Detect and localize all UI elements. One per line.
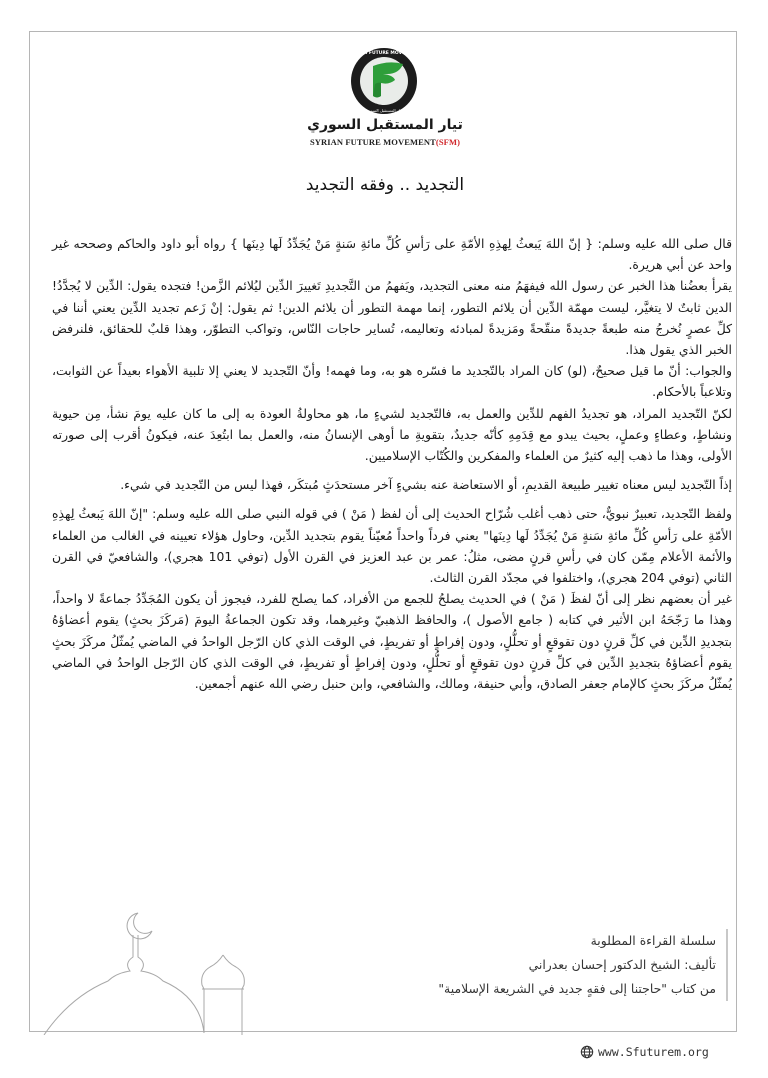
paragraph-prophetic-term: ولفظ التّجديد، تعبيرٌ نبويٌّ، حتى ذهب أغلب شُرّاح الحديث إلى أن لفظ ( مَنْ ) في قوله النبي صلى الله عليه وسلم: "إنّ اللهَ يَبعثُ لِهذِهِ الأمّةِ على رَأسِ كُلِّ مائةِ سَنةٍ مَنْ يُجَدِّدُ لَها دِينَها" يعني فرداً واحداً مُعيّناً يقوم بتجديد الدِّين، وحاول هؤلاء تعيينه في الغالب من العلماء والأئمة الأعلام مِمّن كان في رأسِ قرنٍ مضى، مثلُ: عمر بن عبد العزيز في القرن الأول (توفي 101 هجري)، والشافعيّ في القرن الثاني (توفي 204 هجري)، واختلفوا في مجدّد القرن الثالث.: [52, 506, 732, 586]
paragraph-collective-renewal: غير أن بعضهم نظر إلى أنّ لفظَ ( مَنْ ) في الحديث يصلحُ للجمع من الأفراد، كما يصلح للفرد، فيجوز أن يكون المُجَدِّدُ جماعةً لا واحداً، وهذا ما رَجّحَهُ ابن الأثير في كتابه ( جامع الأصول )، والحافظ الذهبيّ وغيرهما، وقد تكون الجماعةُ اليومَ (مَركَزَ بحثٍ) يقوم أعضاؤهُ بتجديدِ الدِّين في كلِّ قرنٍ دون تقوقعٍ أو تحلُّلٍ، ودون إفراطٍ أو تفريطٍ، في الوقت الذي كان الرّجل الواحدُ في الماضي يُمثّلُ مركَزَ بحثٍ يقوم أعضاؤهُ بتجديدِ الدِّين في كلِّ قرنٍ دون تقوقعٍ أو تحلُّلٍ، ودون إفراطٍ أو تفريطٍ، في الوقت الذي كان الرّجل الواحدُ في الماضي يُمثّلُ مركَزَ بحثٍ كالإمام جعفر الصادق، وأبي حنيفة، ومالك، والشافعي، وابن حنبل رضي الله عنهم أجمعين.: [52, 591, 732, 692]
author-credit: تأليف: الشيخ الدكتور إحسان بعدراني: [528, 957, 716, 972]
paragraph-conclusion: إذاً التّجديد ليس معناه تغيير طبيعة القديمِ، أو الاستعاضة عنه بشيءٍ آخر مستحدَثٍ مُبتكَر، فهذا ليس من التّجديد في شيء.: [120, 477, 732, 493]
sfm-logo-icon: [343, 44, 425, 118]
brand-abbr: (SFM): [435, 137, 461, 147]
website-link[interactable]: www.Sfuturem.org: [598, 1045, 709, 1059]
brand-name-english: [280, 137, 490, 147]
reading-series: سلسلة القراءة المطلوبة: [590, 933, 716, 948]
brand-name-arabic: تيار المستقبل السوري: [307, 117, 463, 133]
brand-english-text: SYRIAN FUTURE MOVEMENT: [309, 137, 436, 147]
paragraph-answer: والجواب: أنّ ما قيل صحيحٌ، (لو) كان المراد بالتّجديد ما فسّره هو به، وما فهمه! وأنّ التّجديد لا يعني إلا تلبية الأهواء بعيداً عن الثوابت، وتلاعباً بالأحكام.: [52, 363, 732, 400]
footer-website[interactable]: [580, 1043, 709, 1061]
mosque-outline-icon: [20, 905, 260, 1035]
paragraph-misreading: يقرأ بعضُنا هذا الخبر عن رسول الله فيفهَمُ منه معنى التجديد، ويَفهمُ من التَّجديدِ تَغييرَ الدِّين ليُلائم الزَّمن! فتجده يقول: الدِّين لا يُجدَّدُ! الدين ثابتٌ لا يتغيَّر، ليست مهمّة الدِّين أن يلائم التطور، إنما مهمة التطور أن يلائم الدين! ثم يقول: إنْ زَعم تجديد الدِّين يعني أننا في كلِّ عصرٍ نُخرجُ منه طبعةً جديدةً منقّحةً ومَزيدةً لمبادئه وتعاليمه، تُساير حاجات النّاس، وتواكب التطوّر، وهذا قلبٌ للحقائق، فلنرفض الخبر الذي يقول هذا.: [52, 278, 732, 358]
paragraph-meaning: لكنّ التّجديد المراد، هو تجديدُ الفهم للدِّين والعمل به، فالتّجديد لشيءٍ ما، هو محاولةُ العودة به إلى ما كان عليه يومَ نشأ، مِن حيوية ونشاطٍ، وعطاءٍ وعملٍ، بحيث يبدو مع قِدَمِهِ كأنّه جديدٌ، بتقويةِ ما أوهى الإنسانُ منه، والعمل بما ابتُعِدَ عنه، فيكونُ أقرب إلى صورته الأولى، وهذا ما ذهب إليه كثيرٌ من العلماء والمفكرين والكُتّاب الإسلاميين.: [52, 405, 732, 464]
credits-block: [386, 929, 728, 1001]
svg-text:تيار المستقبل السوري: تيار المستقبل السوري: [365, 108, 403, 113]
globe-icon: [580, 1045, 594, 1059]
svg-text:SYRIAN FUTURE MOVEMENT: SYRIAN FUTURE MOVEMENT: [348, 51, 420, 56]
book-source: من كتاب "حاجتنا إلى فقهٍ جديد في الشريعة الإسلامية": [438, 981, 716, 996]
paragraph-hadith: قال صلى الله عليه وسلم: { إنّ اللهَ يَبعثُ لِهذِهِ الأمّةِ على رَأسِ كُلِّ مائةِ سَنةٍ مَنْ يُجَدِّدُ لَها دِينَها } رواه أبو داود والحاكم وصححه غير واحد عن أبي هريرة.: [52, 236, 732, 273]
document-title: التجديد .. وفقه التجديد: [305, 175, 465, 195]
article-body: [52, 233, 732, 694]
